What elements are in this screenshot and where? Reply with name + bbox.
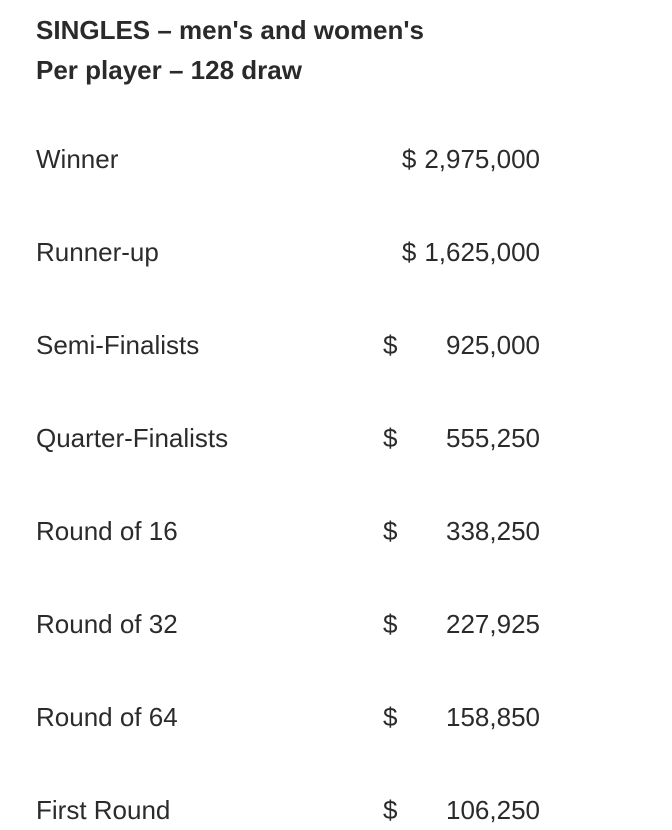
round-label: Round of 64 bbox=[36, 702, 178, 732]
prize-row-round-of-16 bbox=[0, 511, 672, 551]
currency-symbol: $ bbox=[401, 237, 417, 267]
round-label: Round of 32 bbox=[36, 609, 178, 639]
prize-row-round-of-32 bbox=[0, 604, 672, 644]
prize-row-first-round bbox=[0, 790, 672, 830]
prize-row-round-of-64 bbox=[0, 697, 672, 737]
amount-value: 106,250 bbox=[446, 795, 540, 825]
amount-value: 1,625,000 bbox=[424, 237, 540, 267]
amount-value: 227,925 bbox=[446, 609, 540, 639]
currency-symbol: $ bbox=[383, 795, 398, 825]
amount-value: 2,975,000 bbox=[424, 144, 540, 174]
currency-symbol: $ bbox=[401, 144, 417, 174]
currency-symbol: $ bbox=[383, 516, 398, 546]
currency-symbol: $ bbox=[383, 330, 398, 360]
amount-value: 555,250 bbox=[446, 423, 540, 453]
prize-row-winner bbox=[0, 139, 672, 179]
prize-row-runner-up bbox=[0, 232, 672, 272]
round-label: Quarter-Finalists bbox=[36, 423, 229, 453]
prize-row-quarter-finalists bbox=[0, 418, 672, 458]
amount-value: 338,250 bbox=[446, 516, 540, 546]
currency-symbol: $ bbox=[383, 609, 398, 639]
prize-row-semi-finalists bbox=[0, 325, 672, 365]
round-label: First Round bbox=[36, 795, 171, 825]
amount-value: 158,850 bbox=[446, 702, 540, 732]
page-subtitle: Per player – 128 draw bbox=[36, 55, 302, 85]
prize-amount bbox=[402, 232, 540, 272]
amount-value: 925,000 bbox=[446, 330, 540, 360]
round-label: Winner bbox=[36, 144, 119, 174]
page-title: SINGLES – men's and women's bbox=[36, 15, 425, 45]
currency-symbol: $ bbox=[383, 702, 398, 732]
currency-symbol: $ bbox=[383, 423, 398, 453]
round-label: Round of 16 bbox=[36, 516, 178, 546]
round-label: Runner-up bbox=[36, 237, 159, 267]
round-label: Semi-Finalists bbox=[36, 330, 200, 360]
prize-amount bbox=[402, 139, 540, 179]
